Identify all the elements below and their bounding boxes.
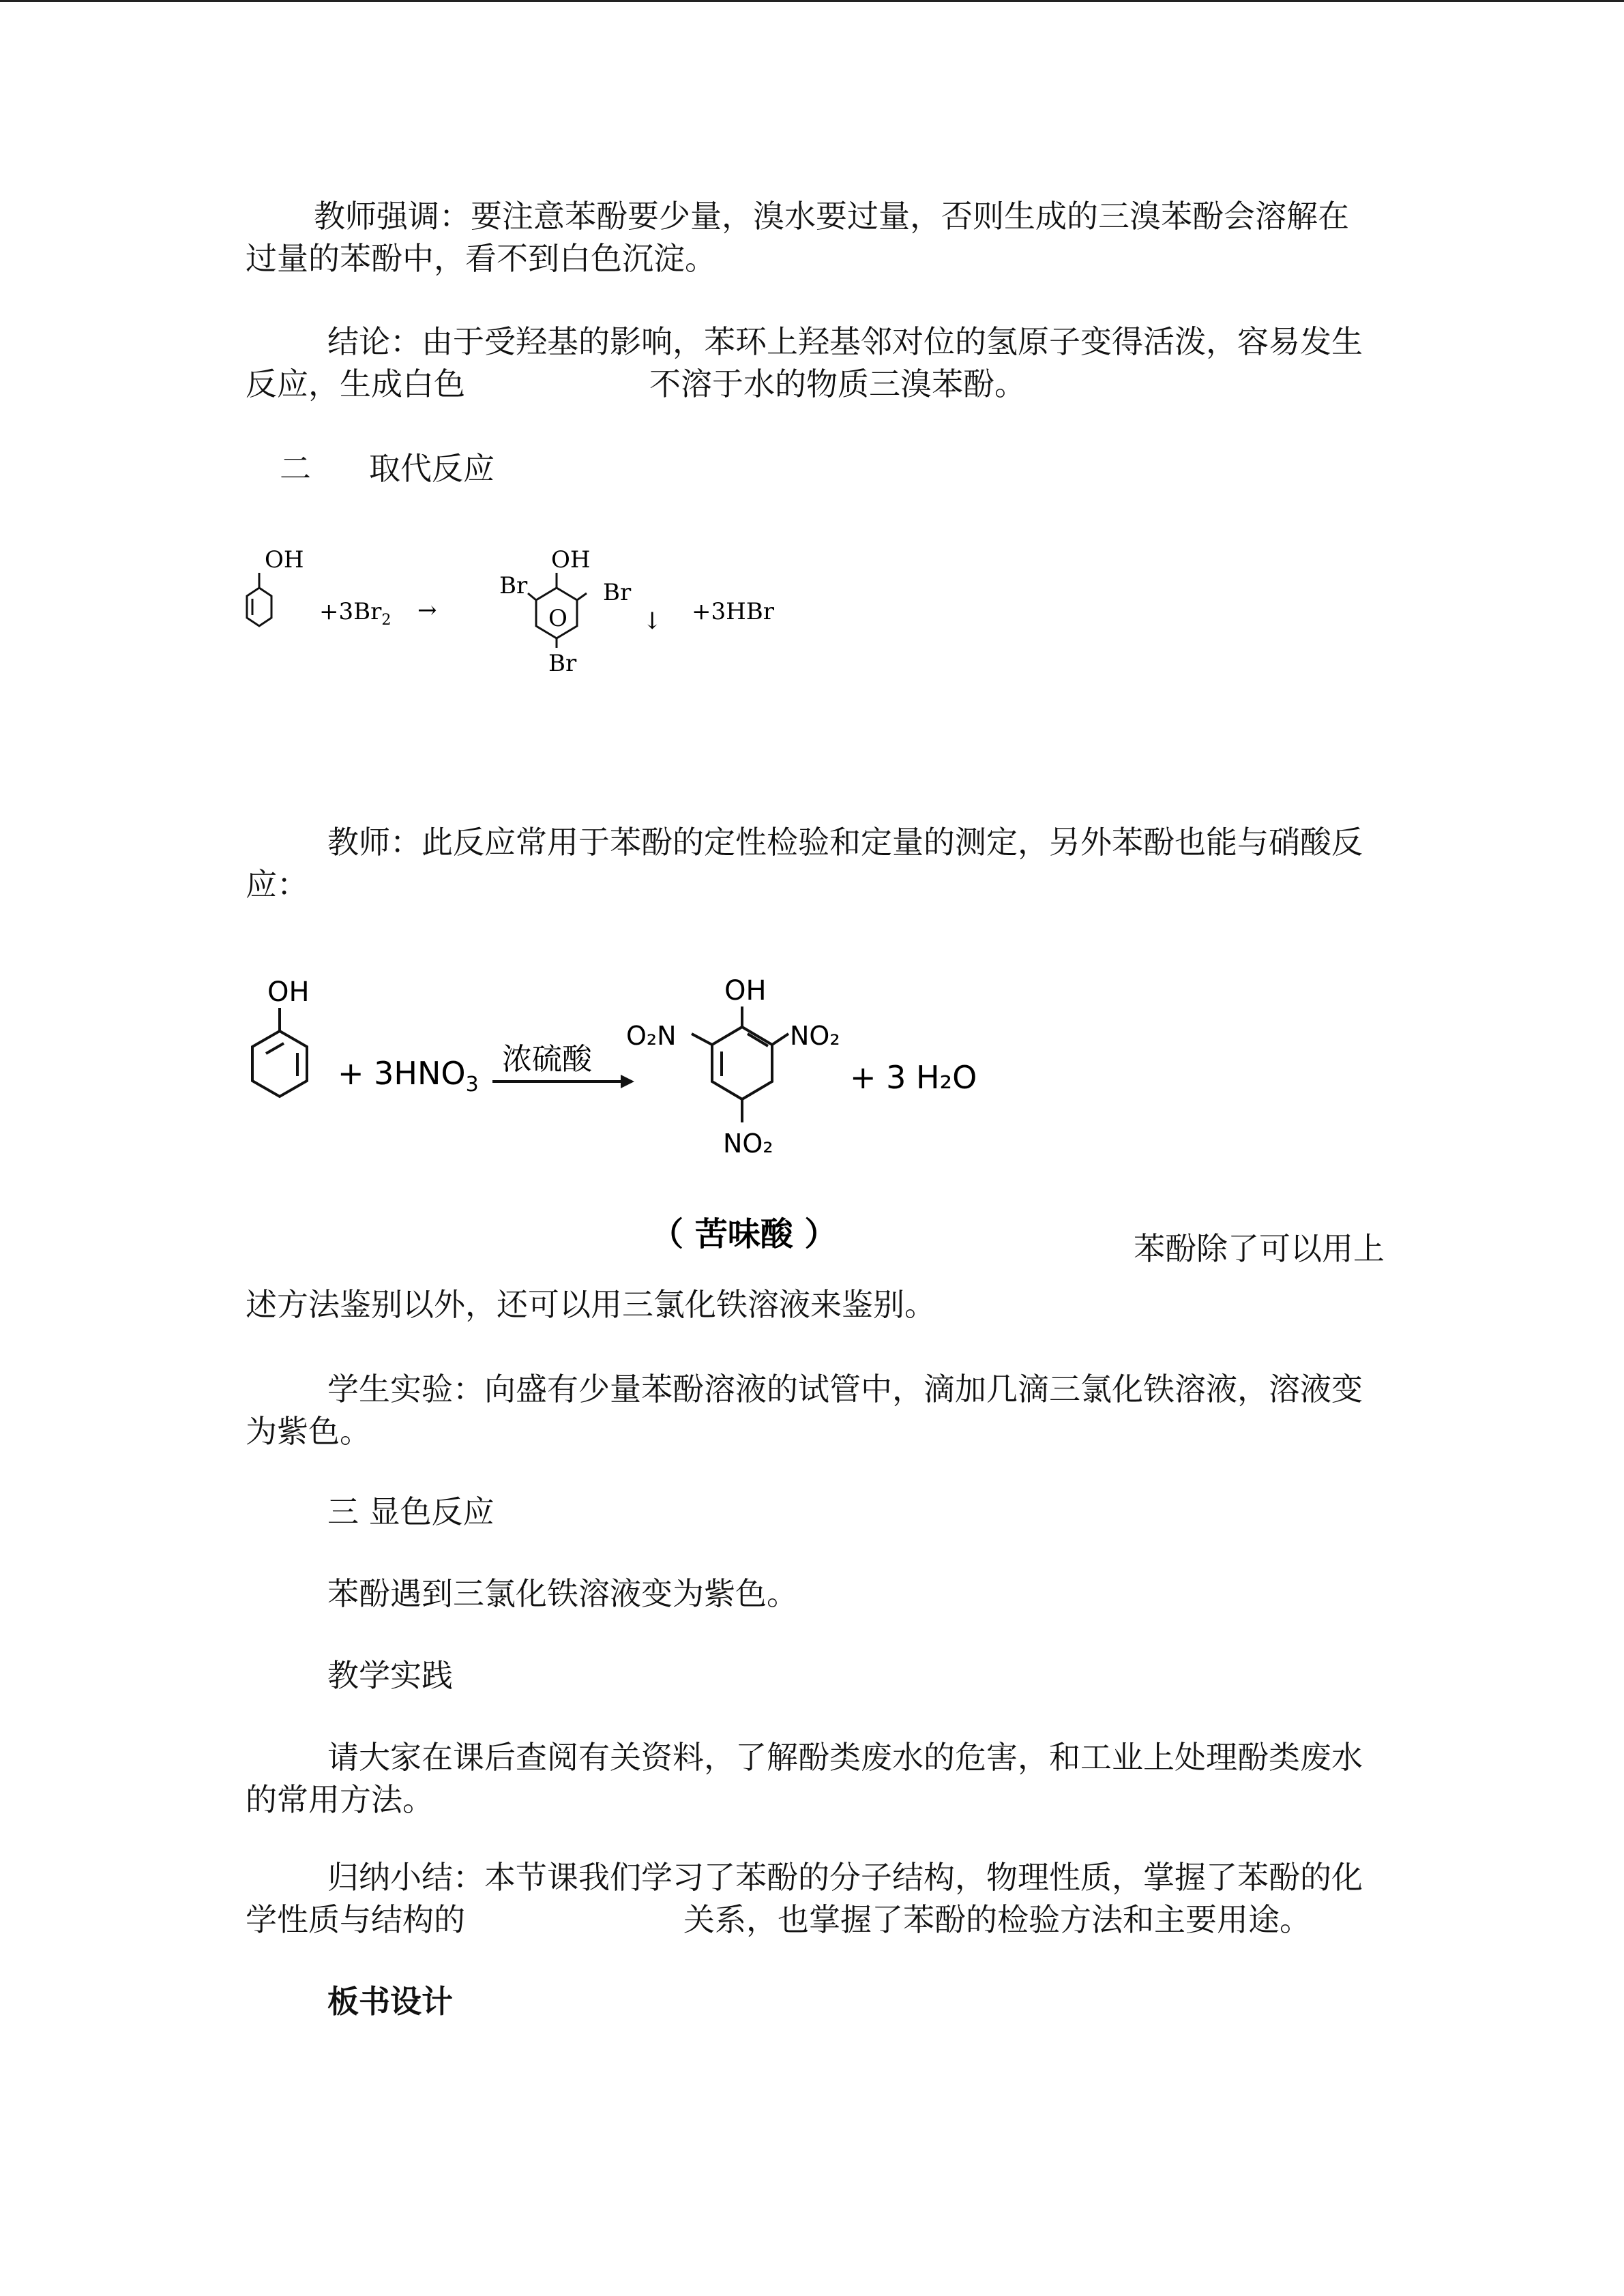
phenol-benzene-ring-2: [252, 1031, 307, 1097]
board-design-heading: 板书设计: [327, 1983, 453, 2020]
bromine-reagent: $+3Br_2$: [319, 598, 392, 629]
nitro-bottom-label: NO₂: [723, 1129, 773, 1159]
hbr-byproduct: +3HBr: [692, 598, 775, 625]
bromine-bottom-label: Br: [548, 650, 577, 677]
phenol-benzene-ring: [247, 588, 271, 626]
picric-benzene-ring: [692, 1027, 788, 1122]
teaching-practice-heading: 教学实践: [327, 1657, 453, 1694]
color-result-paragraph: 苯酚遇到三氯化铁溶液变为紫色。: [327, 1575, 798, 1612]
conclusion-text-a: 结论：由于受羟基的影响，苯环上羟基邻对位的氢原子变得活泼，容易发生反应，生成白色: [246, 323, 1363, 402]
teacher-nitric-paragraph: 教师：此反应常用于苯酚的定性检验和定量的测定，另外苯酚也能与硝酸反应：: [246, 824, 1363, 903]
teaching-practice-paragraph: 请大家在课后查阅有关资料，了解酚类废水的危害，和工业上处理酚类废水的常用方法。: [246, 1739, 1363, 1818]
bromine-right-label: Br: [603, 579, 632, 606]
water-byproduct: + 3 H₂O: [850, 1059, 977, 1096]
sulfuric-acid-catalyst: 浓硫酸: [502, 1042, 592, 1077]
section-heading-substitution: [280, 447, 1412, 490]
page-top-border: [0, 0, 1624, 2]
picric-oh-label: OH: [724, 975, 767, 1007]
summary-text-b: 关系，也掌握了苯酚的检验方法和主要用途。: [683, 1901, 1311, 1938]
reaction-arrow-head: [621, 1075, 634, 1088]
student-experiment-paragraph: 学生实验：向盛有少量苯酚溶液的试管中，滴加几滴三氯化铁溶液，溶液变为紫色。: [246, 1371, 1363, 1450]
nitric-acid-reagent: + $3HNO_3$: [338, 1055, 479, 1097]
phenol-oh-label-2: OH: [267, 976, 310, 1008]
tribromophenol-oh-label: OH: [551, 546, 591, 573]
fecl3-intro-line-a: 苯酚除了可以用上: [1134, 1230, 1385, 1267]
summary-paragraph: [246, 1856, 1378, 1941]
picric-acid-name: （ 苦味酸 ）: [651, 1215, 838, 1253]
summary-text-a: 归纳小结：本节课我们学习了苯酚的分子结构，物理性质，掌握了苯酚的化学性质与结构的: [246, 1859, 1363, 1938]
reaction-arrow: →: [417, 597, 437, 624]
section-title: 取代反应: [369, 450, 494, 487]
fecl3-intro-line-b: 述方法鉴别以外，还可以用三氯化铁溶液来鉴别。: [246, 1286, 936, 1323]
nitro-left-label: O₂N: [626, 1021, 677, 1051]
conclusion-paragraph: [246, 320, 1378, 405]
nitro-right-label: NO₂: [790, 1021, 840, 1051]
section-number: 二: [280, 450, 311, 487]
precipitate-arrow: ↓: [643, 608, 662, 635]
ring-center-label: O: [548, 605, 567, 632]
bromination-equation: [239, 539, 818, 689]
section-heading-color-reaction: 三 显色反应: [327, 1493, 494, 1530]
conclusion-text-b: 不溶于水的物质三溴苯酚。: [649, 366, 1026, 402]
teacher-emphasis-paragraph: 教师强调：要注意苯酚要少量，溴水要过量，否则生成的三溴苯酚会溶解在过量的苯酚中，看不到白色沉淀。: [246, 198, 1349, 277]
nitration-equation: [239, 968, 989, 1268]
phenol-oh-label: OH: [265, 546, 304, 573]
bromine-left-label: Br: [499, 572, 528, 599]
